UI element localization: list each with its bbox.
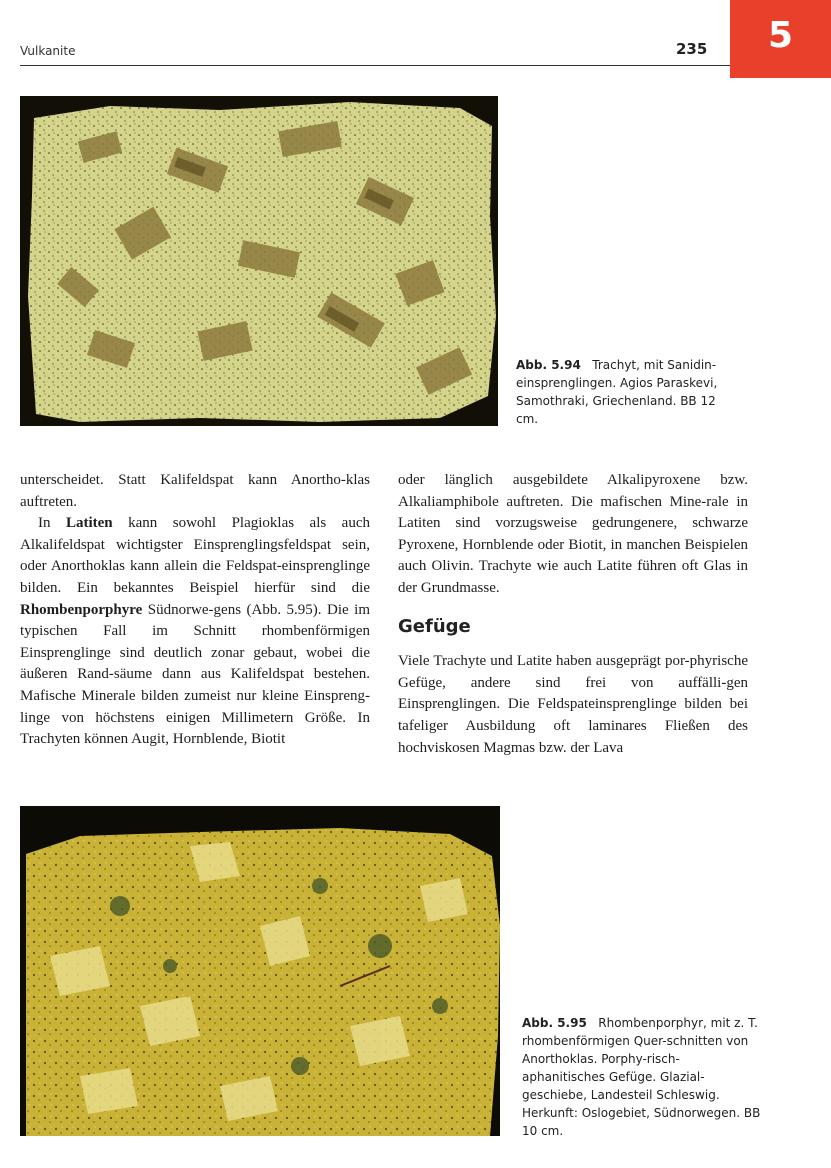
paragraph: Viele Trachyte und Latite haben ausgeprägt por-phyrische Gefüge, andere sind frei von auffälli-gen Einsprenglingen. Die Feldspateinsprenglinge bilden bei tafeliger Ausbildung oft laminares Fließen des hochviskosen Magmas bzw. der Lava bbox=[398, 653, 748, 756]
text-run: Südnorwe-gens (Abb. 5.95). Die im typischen Fall im Schnitt rhombenförmigen Einsprenglinge sind deutlich zonar gebaut, wobei die äußeren Rand-säume dann aus Kalifeldspat bestehen. Mafische Minerale bilden zumeist nur kleine Einspreng-linge von höchstens einigen Millimetern Größe. In Trachyten können Augit, Hornblende, Biotit bbox=[20, 601, 370, 748]
figure-5-94-photo bbox=[20, 96, 498, 426]
figure-5-95-caption bbox=[522, 1014, 762, 1140]
chapter-tab: 5 bbox=[730, 0, 831, 78]
text-run: In bbox=[38, 515, 66, 532]
paragraph: oder länglich ausgebildete Alkalipyroxene bzw. Alkaliamphibole auftreten. Die mafischen Mine-rale in Latiten sind vorzugsweise gedrungenere, schwarze Pyroxene, Hornblende oder Biotit, in manchen Beispielen auch Olivin. Trachyte wie auch Latite führen oft Glas in der Grundmasse. bbox=[398, 472, 748, 596]
text-column-left bbox=[20, 470, 370, 751]
figure-5-95-photo bbox=[20, 806, 500, 1136]
figure-caption-text: Trachyt, mit Sanidin-einsprenglingen. Agios Paraskevi, Samothraki, Griechenland. BB 12 cm. bbox=[516, 358, 718, 426]
figure-5-94-caption bbox=[516, 356, 741, 428]
header-rule bbox=[20, 65, 730, 66]
text-column-right bbox=[398, 470, 748, 759]
figure-label: Abb. 5.95 bbox=[522, 1016, 587, 1030]
trachyte-rock-image bbox=[20, 96, 498, 426]
text-run: kann sowohl Plagioklas als auch Alkalifeldspat wichtigster Einsprenglingsfeldspat sein, oder Anorthoklas kann allein die Feldspat-einsprenglinge bilden. Ein bekanntes Beispiel hierfür sind die bbox=[20, 515, 370, 596]
term-latiten: Latiten bbox=[65, 515, 113, 532]
page-number: 235 bbox=[676, 40, 708, 58]
section-heading: Gefüge bbox=[398, 615, 471, 637]
running-header-section: Vulkanite bbox=[20, 44, 76, 58]
figure-label: Abb. 5.94 bbox=[516, 358, 581, 372]
paragraph: unterscheidet. Statt Kalifeldspat kann Anortho-klas auftreten. bbox=[20, 472, 370, 510]
rhomb-porphyry-image bbox=[20, 806, 500, 1136]
paragraph-latiten bbox=[20, 513, 370, 751]
term-rhombenporphyre: Rhombenporphyre bbox=[20, 601, 143, 618]
figure-caption-text: Rhombenporphyr, mit z. T. rhombenförmigen Quer-schnitten von Anorthoklas. Porphy-risch-aphanitisches Gefüge. Glazial-geschiebe, Landesteil Schleswig. Herkunft: Oslogebiet, Südnorwegen. BB 10 cm. bbox=[522, 1016, 761, 1138]
